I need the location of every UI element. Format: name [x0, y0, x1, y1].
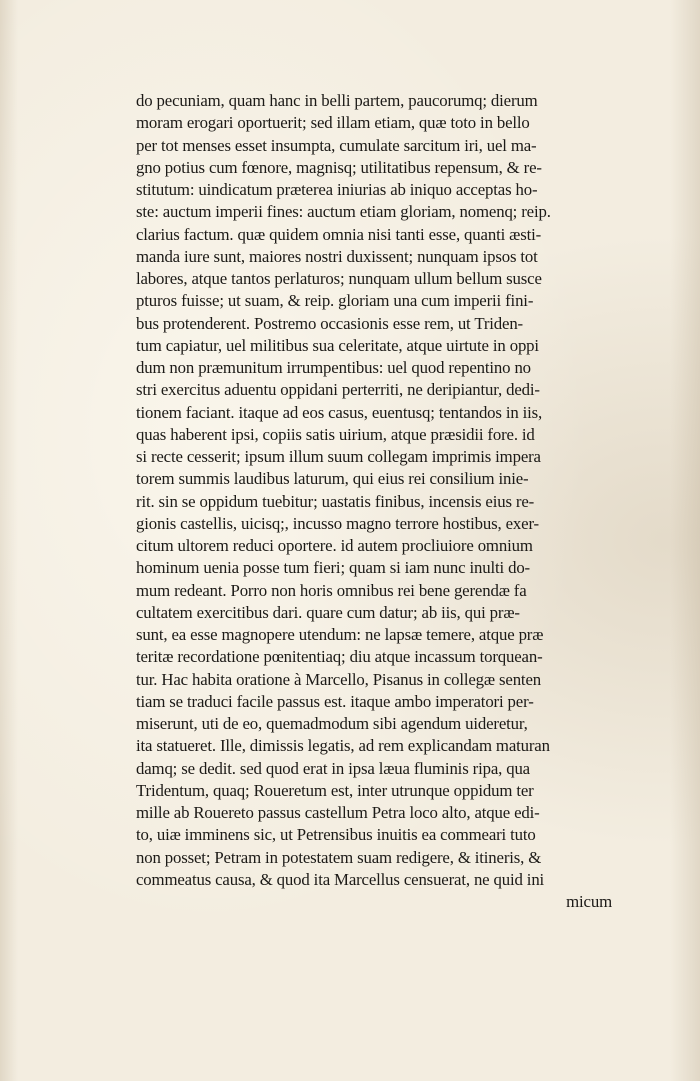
page-edge-shadow	[670, 0, 700, 1081]
text-line: quas haberent ipsi, copiis satis uirium, atque præsidii fore. id	[136, 424, 535, 444]
text-line: to, uiæ imminens sic, ut Petrensibus inuitis ea commeari tuto	[136, 825, 536, 845]
text-line: pturos fuisse; ut suam, & reip. gloriam una cum imperii fini-	[136, 291, 534, 311]
text-line: Tridentum, quaq; Roueretum est, inter utrunque oppidum ter	[136, 780, 534, 800]
text-line: do pecuniam, quam hanc in belli partem, paucorumq; dierum	[136, 91, 538, 110]
text-line: labores, atque tantos perlaturos; nunquam ullum bellum susce	[136, 269, 542, 288]
text-line: dum non præmunitum irrumpentibus: uel quod repentino no	[136, 358, 531, 377]
text-line: mum redeant. Porro non horis omnibus rei bene gerendæ fa	[136, 580, 527, 600]
text-line: tum capiatur, uel militibus sua celeritate, atque uirtute in oppi	[136, 335, 539, 355]
text-line: miserunt, uti de eo, quemadmodum sibi agendum uideretur,	[136, 714, 528, 733]
text-line: rit. sin se oppidum tuebitur; uastatis finibus, incensis eius re-	[136, 491, 535, 511]
body-text-block	[136, 90, 626, 913]
text-line: manda iure sunt, maiores nostri duxissent; nunquam ipsos tot	[136, 246, 538, 266]
catchword: micum	[566, 892, 612, 911]
text-line: torem summis laudibus laturum, qui eius rei consilium inie-	[136, 469, 529, 489]
text-line: ste: auctum imperii fines: auctum etiam gloriam, nomenq; reip.	[136, 202, 551, 222]
text-line: citum ultorem reduci oportere. id autem procliuiore omnium	[136, 536, 533, 555]
text-line: gno potius cum fœnore, magnisq; utilitatibus repensum, & re-	[136, 157, 542, 177]
text-line: bus protenderent. Postremo occasionis esse rem, ut Triden-	[136, 313, 523, 333]
text-line: cultatem exercitibus dari. quare cum datur; ab iis, qui præ-	[136, 602, 520, 622]
text-line: mille ab Roueretο passus castellum Petra loco alto, atque edi-	[136, 803, 540, 822]
text-line: sunt, ea esse magnopere utendum: ne lapsæ temere, atque præ	[136, 625, 544, 644]
text-line: commeatus causa, & quod ita Marcellus censuerat, ne quid ini	[136, 869, 545, 889]
text-line: per tot menses esset insumpta, cumulate sarcitum iri, uel ma-	[136, 135, 537, 155]
text-line: si recte cesserit; ipsum illum suum collegam imprimis impera	[136, 447, 541, 466]
text-line: gionis castellis, uicisq;, incusso magno terrore hostibus, exer-	[136, 513, 539, 533]
text-line: tiam se traduci facile passus est. itaque ambo imperatori per-	[136, 691, 534, 711]
text-line: non posset; Petram in potestatem suam redigere, & itineris, &	[136, 847, 542, 867]
text-line: stri exercitus aduentu oppidani perterriti, ne deripiantur, dedi-	[136, 380, 540, 400]
text-line: hominum uenia posse tum fieri; quam si iam nunc inulti do-	[136, 558, 530, 578]
text-line: clarius factum. quæ quidem omnia nisi tanti esse, quanti æsti-	[136, 224, 542, 244]
text-line: tur. Hac habita oratione à Marcello, Pisanus in collegæ senten	[136, 669, 541, 689]
text-line: tionem faciant. itaque ad eos casus, euentusq; tentandos in iis,	[136, 402, 543, 422]
text-line: damq; se dedit. sed quod erat in ipsa læua fluminis ripa, qua	[136, 758, 530, 778]
text-line: teritæ recordatione pœnitentiaq; diu atque incassum torquean-	[136, 647, 543, 667]
text-line: moram erogari oportuerit; sed illam etiam, quæ toto in bello	[136, 113, 530, 133]
text-line: ita statueret. Ille, dimissis legatis, ad rem explicandam maturan	[136, 736, 550, 756]
text-line: stitutum: uindicatum præterea iniurias ab iniquo acceptas ho-	[136, 180, 538, 199]
